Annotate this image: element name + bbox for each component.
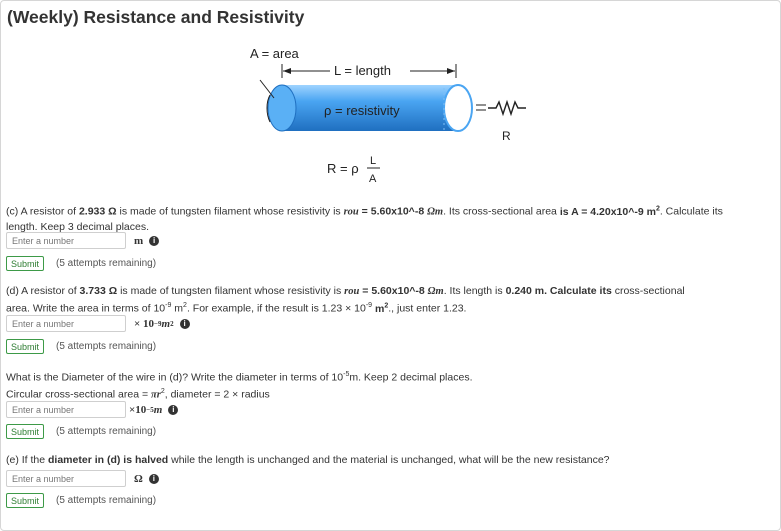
question-c: (c) A resistor of 2.933 Ω is made of tungsten filament whose resistivity is rou = 5.60x10^-8 Ωm. Its cross-sectional area is A = 4.20x10^-9 $m^2$. Calculate its length. Keep 3 decimal places.	[6, 205, 723, 233]
unit-label-diameter: ×10 −5 m i	[129, 404, 178, 416]
answer-row-c	[6, 232, 159, 249]
area-label: A = area	[250, 46, 299, 61]
answer-row-diameter	[6, 401, 178, 418]
answer-input-diameter[interactable]: Enter a number	[6, 401, 126, 418]
resistor-diagram	[230, 40, 550, 190]
attempts-remaining-e: (5 attempts remaining)	[56, 495, 157, 506]
submit-button-e[interactable]: Submit	[6, 493, 44, 508]
answer-input-e[interactable]: Enter a number	[6, 470, 126, 487]
unit-label-e: Ω i	[134, 473, 159, 485]
question-d: (d) A resistor of 3.733 Ω is made of tungsten filament whose resistivity is rou = 5.60x10^-8 Ωm. Its length is 0.240 m. Calculate its cross-sectional area. Write the area in terms of $10^{-9}$ $m^2$. For example, if the result is $1.23 \times 10^{-9}$ $m^2$., just enter 1.23.	[6, 285, 685, 315]
info-icon[interactable]: i	[149, 474, 159, 484]
info-icon[interactable]: i	[168, 405, 178, 415]
unit-label-d: × 10 −9 m 2 i	[134, 318, 190, 330]
page-title: (Weekly) Resistance and Resistivity	[7, 7, 305, 27]
submit-button-c[interactable]: Submit	[6, 256, 44, 271]
wire-end-right	[444, 85, 472, 131]
formula-lhs: R = ρ	[327, 161, 359, 176]
attempts-remaining-diameter: (5 attempts remaining)	[56, 426, 157, 437]
info-icon[interactable]: i	[180, 319, 190, 329]
question-diameter: What is the Diameter of the wire in (d)? Write the diameter in terms of $10^{-5}m$. Keep 2 decimal places. Circular cross-sectional area = $\pi r^2$, diameter = 2 × radius	[6, 371, 473, 400]
formula-denominator: A	[369, 173, 377, 185]
length-label: L = length	[334, 63, 391, 78]
submit-row-diameter	[6, 424, 156, 439]
question-e: (e) If the diameter in (d) is halved while the length is unchanged and the material is unchanged, what will be the new resistance?	[6, 454, 610, 466]
submit-button-diameter[interactable]: Submit	[6, 424, 44, 439]
attempts-remaining-c: (5 attempts remaining)	[56, 258, 157, 269]
answer-row-d	[6, 315, 190, 332]
answer-input-d[interactable]: Enter a number	[6, 315, 126, 332]
resistor-symbol	[488, 102, 526, 114]
submit-row-d	[6, 339, 156, 354]
submit-button-d[interactable]: Submit	[6, 339, 44, 354]
submit-row-e	[6, 493, 156, 508]
formula-numerator: L	[370, 155, 377, 167]
info-icon[interactable]: i	[149, 236, 159, 246]
submit-row-c	[6, 256, 156, 271]
answer-row-e	[6, 470, 159, 487]
unit-label-c: m i	[134, 235, 159, 247]
resistance-symbol-label: R	[502, 129, 511, 143]
attempts-remaining-d: (5 attempts remaining)	[56, 341, 157, 352]
wire-end-left	[268, 85, 296, 131]
rho-label: ρ = resistivity	[324, 103, 400, 118]
answer-input-c[interactable]: Enter a number	[6, 232, 126, 249]
